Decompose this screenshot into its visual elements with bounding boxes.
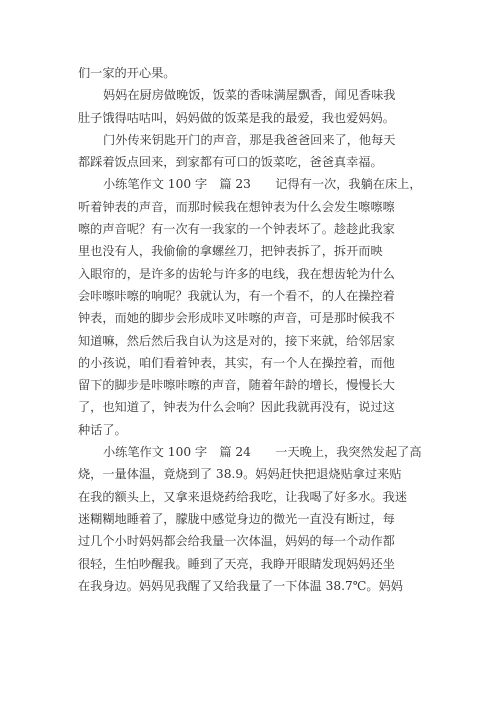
text-line: 在我身边。妈妈见我醒了又给我量了一下体温 38.7℃。妈妈	[78, 578, 403, 593]
text-line: 会咔嚓咔嚓的响呢？我就认为，有一个看不，的人在操控着	[78, 288, 395, 303]
document-body	[78, 62, 434, 597]
text-line: 烧，一量体温，竟烧到了 38.9。妈妈赶快把退烧贴拿过来贴	[78, 467, 402, 482]
text-line: 里也没有人，我偷偷的拿螺丝刀，把钟表拆了，拆开而映	[78, 244, 383, 259]
text-line: 肚子饿得咕咕叫，妈妈做的饭菜是我的最爱，我也爱妈妈。	[78, 110, 395, 125]
text-line: 很轻，生怕吵醒我。睡到了天亮，我睁开眼睛发现妈妈还坐	[78, 556, 395, 571]
text-line: 都踩着饭点回来，到家都有可口的饭菜吃，爸爸真幸福。	[78, 155, 383, 170]
text-line: 钟表，而她的脚步会形成咔叉咔嚓的声音，可是那时候我不	[78, 311, 395, 326]
text-line: 听着钟表的声音，而那时候我在想钟表为什么会发生嚓嚓嚓	[78, 199, 395, 214]
text-line: 在我的额头上，又拿来退烧药给我吃，让我喝了好多水。我迷	[78, 489, 408, 504]
text-line: 种话了。	[78, 422, 127, 437]
text-line: 了，也知道了，钟表为什么会响？因此我就再没有，说过这	[78, 400, 395, 415]
text-line: 嚓的声音呢？有一次有一我家的一个钟表坏了。趁趁此我家	[78, 222, 395, 237]
text-line: 的小孩说，咱们看着钟表，其实，有一个人在操控着，而他	[78, 355, 395, 370]
text-line: 留下的脚步是咔嚓咔嚓的声音，随着年龄的增长，慢慢长大	[78, 378, 395, 393]
section-heading-line: 小练笔作文 100 字 篇 24 一天晚上，我突然发起了高	[103, 445, 422, 460]
text-line: 知道嘛，然后然后我自认为这是对的，接下来就，给邻居家	[78, 333, 395, 348]
section-heading-line: 小练笔作文 100 字 篇 23 记得有一次，我躺在床上，	[103, 177, 422, 192]
text-line: 门外传来钥匙开门的声音，那是我爸爸回来了，他每天	[103, 132, 396, 147]
text-line: 迷糊糊地睡着了，朦胧中感觉身边的微光一直没有断过，每	[78, 511, 395, 526]
text-line: 入眼帘的，是许多的齿轮与许多的电线，我在想齿轮为什么	[78, 266, 395, 281]
text-line: 过几个小时妈妈都会给我量一次体温，妈妈的每一个动作都	[78, 534, 395, 549]
text-line: 们一家的开心果。	[78, 66, 176, 80]
text-line: 妈妈在厨房做晚饭，饭菜的香味满屋飘香，闻见香味我	[103, 88, 396, 103]
